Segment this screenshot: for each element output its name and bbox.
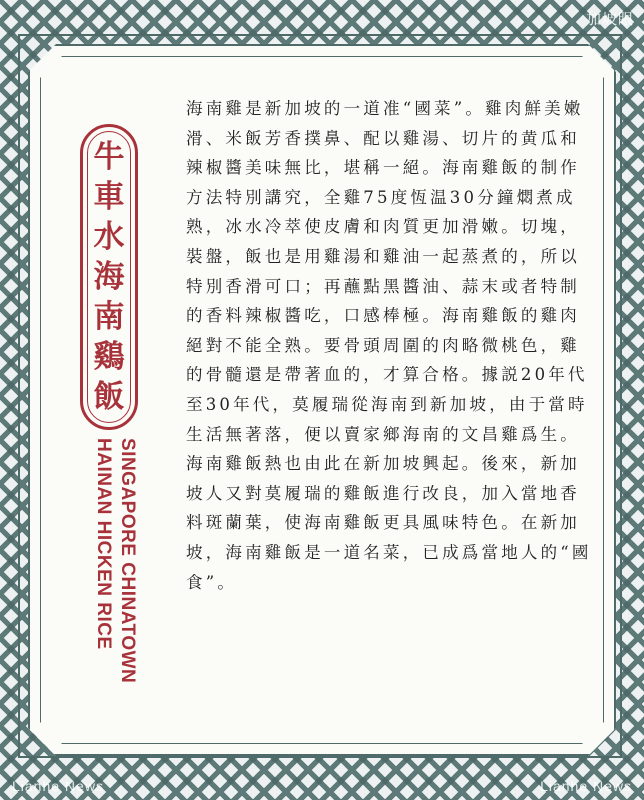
title-char: 海	[93, 259, 125, 295]
title-char: 水	[93, 219, 125, 255]
title-char: 南	[93, 299, 125, 335]
article-body-text: 海南雞是新加坡的一道准“國菜”。雞肉鮮美嫩滑、米飯芳香撲鼻、配以雞湯、切片的黄瓜和辣椒醬美味無比，堪稱一絕。海南雞飯的制作方法特別講究，全雞75度恆温30分鐘燜煮成熟，冰水冷萃使皮膚和肉質更加滑嫩。切塊，裝盤，飯也是用雞湯和雞油一起蒸煮的，所以特別香滑可口；再蘸點黑醬油、蒜末或者特制的香料辣椒醬吃，口感棒極。海南雞飯的雞肉絕對不能全熟。要骨頭周圍的肉略微桃色，雞的骨髓還是帶著血的，才算合格。據説20年代至30年代，莫履瑞從海南到新加坡，由于當時生活無著落，便以賣家鄉海南的文昌雞爲生。海南雞飯熱也由此在新加坡興起。後來，新加坡人又對莫履瑞的雞飯進行改良，加入當地香料斑蘭葉，使海南雞飯更具風味特色。在新加坡，海南雞飯是一道名菜，已成爲當地人的“國食”。	[186, 99, 592, 592]
title-char: 鷄	[93, 339, 125, 375]
watermark-bottom-left: Lianhe News	[12, 778, 104, 794]
chinese-title-cartouche	[80, 124, 138, 430]
watermark-top-right: 加坡眼	[585, 11, 634, 28]
title-char: 車	[93, 179, 125, 215]
title-char: 牛	[93, 139, 125, 175]
english-title-line-2: HAINAN HICKEN RICE	[93, 438, 114, 650]
title-char: 飯	[93, 379, 125, 415]
english-title	[84, 438, 138, 716]
watermark-bottom-right: Lianhe News	[540, 778, 632, 794]
english-title-line-1: SINGAPORE CHINATOWN	[117, 438, 138, 684]
